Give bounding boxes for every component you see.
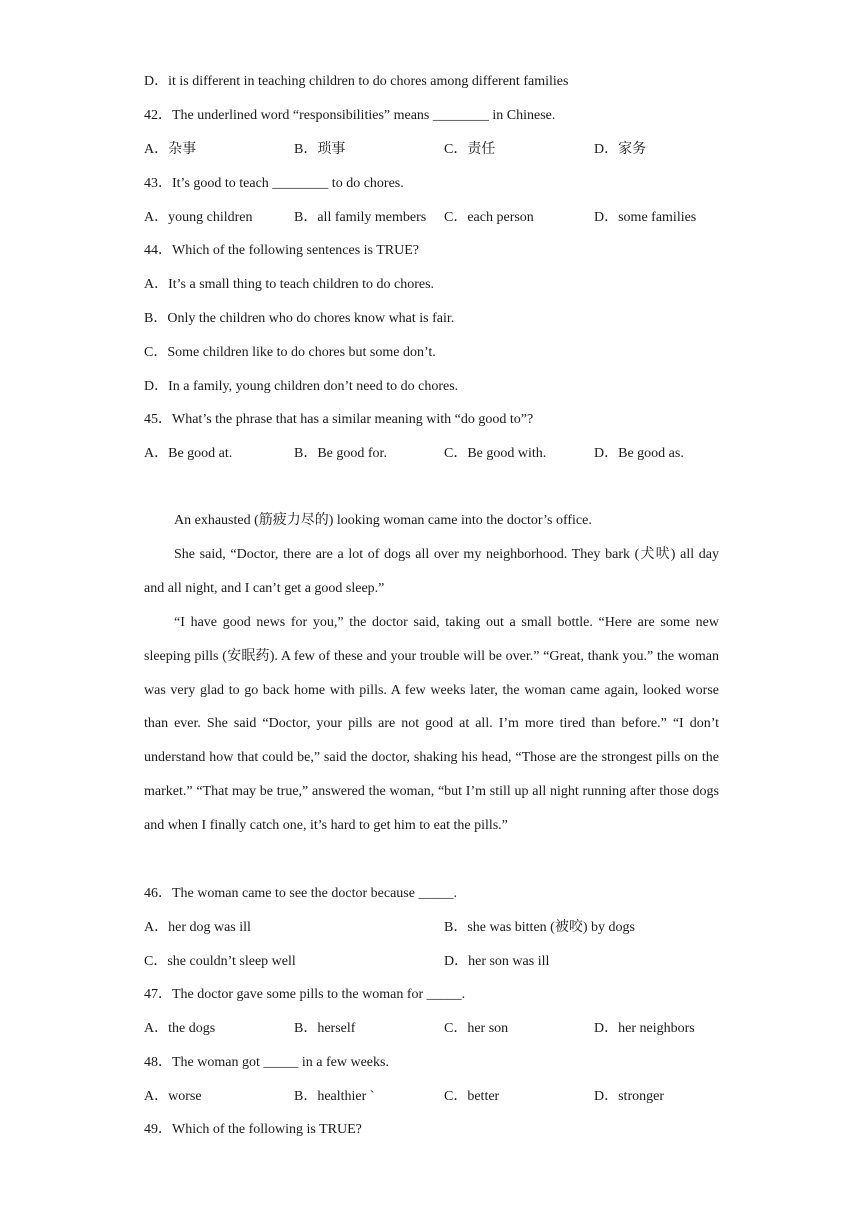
q43-option-d: D．some families (594, 210, 697, 225)
q43-option-b: B．all family members (294, 210, 427, 225)
q46-option-a: A．her dog was ill (144, 920, 251, 935)
q46-option-d: D．her son was ill (444, 954, 550, 969)
passage-paragraph-3: “I have good news for you,” the doctor said, taking out a small bottle. “Here are some new sleeping pills (安眠药). A few of these and your trouble will be over.” “Great, thank you.” the woman was very glad to go back home with pills. A few weeks later, the woman came again, looked worse than ever. She said “Doctor, your pills are not good at all. I’m more tired than before.” “I don’t understand how that could be,” said the doctor, shaking his head, “Those are the strongest pills on the market.” “That may be true,” answered the woman, “but I’m still up all night running after those dogs and when I finally catch one, it’s hard to get him to eat the pills.” (144, 614, 719, 834)
q48-option-d: D．stronger (594, 1089, 664, 1104)
q48-option-a: A．worse (144, 1089, 202, 1104)
q47-option-c: C．her son (444, 1021, 509, 1036)
q43-option-a: A．young children (144, 210, 253, 225)
q44-option-d: D．In a family, young children don’t need to do chores. (144, 379, 459, 394)
q42-stem: 42．The underlined word “responsibilities” means ________ in Chinese. (144, 108, 556, 123)
q47-option-b: B．herself (294, 1021, 356, 1036)
q47-option-d: D．her neighbors (594, 1021, 695, 1036)
q45-option-c: C．Be good with. (444, 446, 547, 461)
q42-option-b: B．琐事 (294, 142, 346, 157)
q48-option-b: B．healthier ` (294, 1089, 375, 1104)
q47-stem: 47．The doctor gave some pills to the woman for _____. (144, 987, 466, 1002)
q43-stem: 43．It’s good to teach ________ to do chores. (144, 176, 404, 191)
q45-option-b: B．Be good for. (294, 446, 387, 461)
q45-option-a: A．Be good at. (144, 446, 233, 461)
passage (144, 504, 719, 843)
q42-option-a: A．杂事 (144, 142, 197, 157)
q43-option-c: C．each person (444, 210, 534, 225)
q44-option-b: B．Only the children who do chores know what is fair. (144, 311, 455, 326)
q42-option-d: D．家务 (594, 142, 647, 157)
q48-stem: 48．The woman got _____ in a few weeks. (144, 1055, 389, 1070)
q47-option-a: A．the dogs (144, 1021, 216, 1036)
q46-option-c: C．she couldn’t sleep well (144, 954, 296, 969)
q44-option-c: C．Some children like to do chores but some don’t. (144, 345, 436, 360)
q42-option-c: C．责任 (444, 142, 496, 157)
q49-stem: 49．Which of the following is TRUE? (144, 1122, 362, 1137)
q45-stem: 45．What’s the phrase that has a similar meaning with “do good to”? (144, 412, 534, 427)
q46-stem: 46．The woman came to see the doctor because _____. (144, 886, 457, 901)
q48-option-c: C．better (444, 1089, 500, 1104)
passage-paragraph-1: An exhausted (筋疲力尽的) looking woman came into the doctor’s office. (174, 513, 592, 528)
q41-option-d: D．it is different in teaching children to do chores among different families (144, 74, 569, 89)
passage-paragraph-2: She said, “Doctor, there are a lot of dogs all over my neighborhood. They bark (犬吠) all day and all night, and I can’t get a good sleep.” (144, 546, 719, 596)
q44-option-a: A．It’s a small thing to teach children to do chores. (144, 277, 435, 292)
q44-stem: 44．Which of the following sentences is TRUE? (144, 243, 420, 258)
q45-option-d: D．Be good as. (594, 446, 684, 461)
q46-option-b: B．she was bitten (被咬) by dogs (444, 920, 635, 935)
